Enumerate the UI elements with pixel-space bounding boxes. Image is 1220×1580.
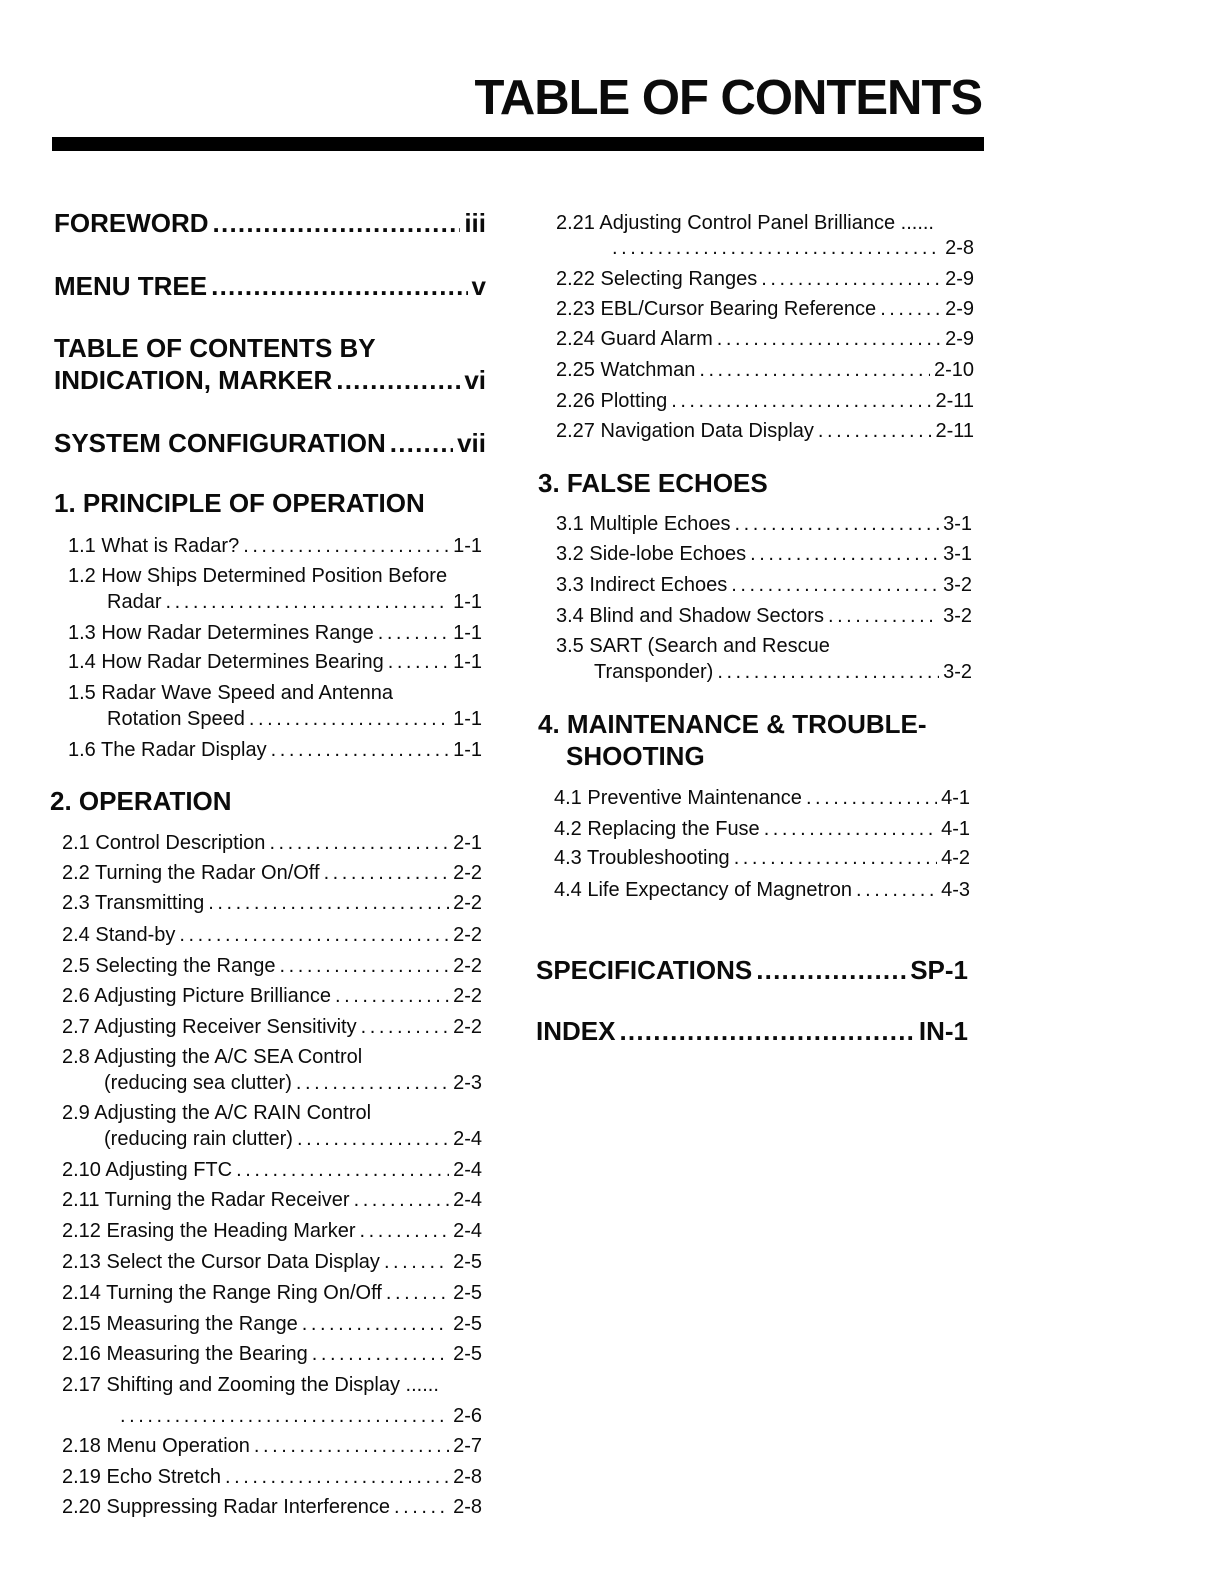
dot-leader (213, 208, 461, 239)
entry-label: 2.13 Select the Cursor Data Display (62, 1251, 380, 1273)
toc-entry[interactable] (556, 574, 972, 597)
entry-page: 4-3 (941, 879, 970, 901)
entry-page: IN-1 (918, 1016, 968, 1046)
entry-label: 2.20 Suppressing Radar Interference (62, 1496, 390, 1518)
entry-label: FOREWORD (54, 208, 209, 238)
dot-leader (335, 985, 449, 1008)
dot-leader (336, 365, 460, 396)
entry-label: SYSTEM CONFIGURATION (54, 428, 386, 458)
dot-leader (386, 1282, 449, 1305)
dot-leader (764, 818, 937, 841)
entry-page: 2-6 (453, 1405, 482, 1427)
page-title: TABLE OF CONTENTS (474, 71, 982, 125)
toc-entry[interactable] (104, 1072, 482, 1095)
toc-entry[interactable] (107, 708, 482, 731)
entry-page: 2-2 (453, 955, 482, 977)
entry-page: iii (464, 208, 486, 238)
entry-page: 2-4 (453, 1159, 482, 1181)
dot-leader (818, 420, 932, 443)
entry-label: 2.24 Guard Alarm (556, 328, 713, 350)
toc-entry[interactable] (556, 359, 974, 382)
entry-page: 1-1 (453, 535, 482, 557)
entry-label: 2.18 Menu Operation (62, 1435, 250, 1457)
entry-page: 2-8 (453, 1466, 482, 1488)
entry-label: INDICATION, MARKER (54, 365, 333, 395)
toc-entry[interactable] (68, 535, 482, 558)
toc-entry-system-configuration[interactable] (54, 428, 486, 459)
entry-label: (reducing rain clutter) (104, 1128, 293, 1150)
entry-page: 2-9 (945, 328, 974, 350)
toc-entry[interactable] (612, 237, 974, 260)
dot-leader (612, 237, 941, 260)
dot-leader (360, 1220, 450, 1243)
entry-label: 4.1 Preventive Maintenance (554, 787, 802, 809)
toc-entry[interactable] (68, 651, 482, 674)
entry-label: 2.10 Adjusting FTC (62, 1159, 233, 1181)
entry-label: 1.6 The Radar Display (68, 739, 267, 761)
entry-page: 3-2 (943, 661, 972, 683)
dot-leader (390, 428, 453, 459)
toc-entry[interactable] (120, 1405, 482, 1428)
toc-entry[interactable] (556, 390, 974, 413)
entry-label: 4.4 Life Expectancy of Magnetron (554, 879, 852, 901)
dot-leader (750, 543, 939, 566)
entry-label: 2.14 Turning the Range Ring On/Off (62, 1282, 382, 1304)
entry-label: 2.15 Measuring the Range (62, 1313, 298, 1335)
entry-page: 2-1 (453, 832, 482, 854)
entry-page: 2-5 (453, 1282, 482, 1304)
entry-label: 2.1 Control Description (62, 832, 266, 854)
dot-leader (717, 661, 939, 684)
entry-page: 2-3 (453, 1072, 482, 1094)
entry-label: SPECIFICATIONS (536, 955, 753, 985)
toc-entry[interactable] (556, 328, 974, 351)
chapter-1-heading[interactable]: 1. PRINCIPLE OF OPERATION (54, 488, 425, 518)
dot-leader (717, 328, 941, 351)
entry-label: 2.25 Watchman (556, 359, 696, 381)
dot-leader (378, 622, 449, 645)
entry-page: 3-2 (943, 605, 972, 627)
entry-page: 1-1 (453, 708, 482, 730)
entry-page: vi (464, 365, 486, 395)
toc-entry[interactable] (554, 818, 970, 841)
entry-label: 2.12 Erasing the Heading Marker (62, 1220, 356, 1242)
entry-page: 2-7 (453, 1435, 482, 1457)
entry-page: 2-4 (453, 1128, 482, 1150)
toc-entry[interactable] (62, 892, 482, 915)
dot-leader (120, 1405, 449, 1428)
entry-page: 3-2 (943, 574, 972, 596)
toc-entry[interactable] (68, 622, 482, 645)
toc-entry-line1[interactable]: 2.8 Adjusting the A/C SEA Control (62, 1046, 363, 1068)
toc-entry-line1[interactable]: 2.9 Adjusting the A/C RAIN Control (62, 1102, 372, 1124)
entry-label: 3.1 Multiple Echoes (556, 513, 731, 535)
dot-leader (699, 359, 930, 382)
toc-entry[interactable] (62, 1159, 482, 1182)
chapter-4-heading[interactable]: 4. MAINTENANCE & TROUBLE- (538, 709, 927, 739)
dot-leader (236, 1159, 449, 1182)
toc-entry[interactable] (556, 268, 974, 291)
toc-entry[interactable] (556, 513, 972, 536)
entry-label: Radar (107, 591, 162, 613)
entry-label: 2.6 Adjusting Picture Brilliance (62, 985, 332, 1007)
toc-entry-specifications[interactable] (536, 955, 968, 986)
entry-page: SP-1 (910, 955, 968, 985)
entry-page: 2-4 (453, 1189, 482, 1211)
toc-entry-by-indication-line1[interactable]: TABLE OF CONTENTS BY (54, 333, 376, 363)
toc-entry[interactable] (556, 543, 972, 566)
dot-leader (297, 1128, 449, 1151)
toc-entry-line1[interactable]: 1.5 Radar Wave Speed and Antenna (68, 682, 394, 704)
dot-leader (324, 862, 450, 885)
entry-page: 2-8 (945, 237, 974, 259)
toc-entry[interactable] (594, 661, 972, 684)
dot-leader (208, 892, 449, 915)
toc-entry[interactable] (107, 591, 482, 614)
dot-leader (734, 847, 937, 870)
entry-page: 1-1 (453, 591, 482, 613)
entry-page: 3-1 (943, 543, 972, 565)
entry-label: MENU TREE (54, 271, 208, 301)
chapter-3-heading[interactable]: 3. FALSE ECHOES (538, 468, 768, 498)
entry-label: (reducing sea clutter) (104, 1072, 292, 1094)
dot-leader (254, 1435, 449, 1458)
entry-page: 2-5 (453, 1343, 482, 1365)
entry-page: 4-2 (941, 847, 970, 869)
toc-entry[interactable] (556, 298, 974, 321)
entry-label: 2.3 Transmitting (62, 892, 205, 914)
toc-entry[interactable] (554, 879, 970, 902)
toc-entry[interactable] (62, 985, 482, 1008)
dot-leader (388, 651, 449, 674)
toc-entry-index[interactable] (536, 1016, 968, 1047)
entry-label: 2.27 Navigation Data Display (556, 420, 814, 442)
dot-leader (761, 268, 941, 291)
toc-entry[interactable] (556, 420, 974, 443)
entry-label: 2.4 Stand-by (62, 924, 176, 946)
entry-label: 2.2 Turning the Radar On/Off (62, 862, 320, 884)
toc-entry[interactable] (62, 1016, 482, 1039)
entry-label: 2.22 Selecting Ranges (556, 268, 758, 290)
entry-page: 2-2 (453, 985, 482, 1007)
entry-page: v (471, 271, 486, 301)
entry-page: 2-11 (935, 420, 974, 442)
entry-label: 2.19 Echo Stretch (62, 1466, 221, 1488)
dot-leader (361, 1016, 450, 1039)
entry-label: 1.1 What is Radar? (68, 535, 240, 557)
entry-page: 1-1 (453, 622, 482, 644)
dot-leader (225, 1466, 449, 1489)
toc-entry[interactable] (62, 1343, 482, 1366)
entry-label: 2.23 EBL/Cursor Bearing Reference (556, 298, 877, 320)
dot-leader (756, 955, 906, 986)
dot-leader (856, 879, 937, 902)
toc-entry[interactable] (62, 1251, 482, 1274)
entry-page: 2-10 (933, 359, 974, 381)
toc-entry-by-indication[interactable] (54, 365, 486, 396)
toc-entry[interactable] (104, 1128, 482, 1151)
entry-label: 3.4 Blind and Shadow Sectors (556, 605, 824, 627)
entry-label: 2.11 Turning the Radar Receiver (62, 1189, 350, 1211)
entry-label: INDEX (536, 1016, 616, 1046)
entry-page: 1-1 (453, 739, 482, 761)
entry-page: 2-11 (935, 390, 974, 412)
toc-entry-line1[interactable]: 2.21 Adjusting Control Panel Brilliance ...... (556, 212, 934, 234)
entry-page: 2-2 (453, 892, 482, 914)
dot-leader (271, 739, 449, 762)
entry-page: 1-1 (453, 651, 482, 673)
toc-entry[interactable] (62, 1313, 482, 1336)
toc-entry[interactable] (62, 1466, 482, 1489)
entry-page: 2-8 (453, 1496, 482, 1518)
toc-entry-line1[interactable]: 1.2 How Ships Determined Position Before (68, 565, 448, 587)
dot-leader (296, 1072, 449, 1095)
dot-leader (806, 787, 937, 810)
toc-entry-menu-tree[interactable] (54, 271, 486, 302)
entry-label: 4.3 Troubleshooting (554, 847, 730, 869)
dot-leader (828, 605, 939, 628)
entry-label: 2.16 Measuring the Bearing (62, 1343, 308, 1365)
entry-label: 1.3 How Radar Determines Range (68, 622, 374, 644)
entry-label: 1.4 How Radar Determines Bearing (68, 651, 384, 673)
chapter-4-heading-line2[interactable]: SHOOTING (566, 741, 705, 771)
toc-entry[interactable] (554, 847, 970, 870)
toc-entry[interactable] (62, 1220, 482, 1243)
dot-leader (671, 390, 931, 413)
entry-label: 2.26 Plotting (556, 390, 668, 412)
dot-leader (619, 1016, 914, 1047)
toc-entry-line1[interactable]: 3.5 SART (Search and Rescue (556, 635, 830, 657)
dot-leader (211, 271, 467, 302)
entry-label: 2.7 Adjusting Receiver Sensitivity (62, 1016, 357, 1038)
toc-entry[interactable] (62, 1189, 482, 1212)
dot-leader (179, 924, 449, 947)
toc-entry[interactable] (62, 832, 482, 855)
entry-page: 2-5 (453, 1251, 482, 1273)
toc-entry[interactable] (554, 787, 970, 810)
dot-leader (354, 1189, 450, 1212)
entry-page: 2-4 (453, 1220, 482, 1242)
dot-leader (280, 955, 450, 978)
toc-entry[interactable] (62, 924, 482, 947)
entry-page: vii (457, 428, 486, 458)
dot-leader (880, 298, 941, 321)
entry-page: 3-1 (943, 513, 972, 535)
entry-label: 3.2 Side-lobe Echoes (556, 543, 747, 565)
entry-page: 2-2 (453, 924, 482, 946)
entry-label: Rotation Speed (107, 708, 245, 730)
dot-leader (384, 1251, 449, 1274)
entry-page: 2-2 (453, 1016, 482, 1038)
dot-leader (243, 535, 449, 558)
toc-entry[interactable] (62, 1435, 482, 1458)
dot-leader (312, 1343, 449, 1366)
dot-leader (269, 832, 449, 855)
entry-page: 2-9 (945, 268, 974, 290)
dot-leader (735, 513, 940, 536)
entry-page: 4-1 (941, 787, 970, 809)
toc-entry-foreword[interactable] (54, 208, 486, 239)
toc-entry[interactable] (62, 1496, 482, 1519)
dot-leader (731, 574, 939, 597)
dot-leader (394, 1496, 449, 1519)
entry-label: 3.3 Indirect Echoes (556, 574, 728, 596)
toc-entry[interactable] (62, 862, 482, 885)
entry-label: 4.2 Replacing the Fuse (554, 818, 760, 840)
entry-page: 2-9 (945, 298, 974, 320)
entry-page: 2-2 (453, 862, 482, 884)
toc-entry[interactable] (556, 605, 972, 628)
dot-leader (249, 708, 449, 731)
dot-leader (165, 591, 449, 614)
toc-entry[interactable] (62, 955, 482, 978)
entry-label: 2.5 Selecting the Range (62, 955, 276, 977)
dot-leader (302, 1313, 449, 1336)
toc-entry-line1[interactable]: 2.17 Shifting and Zooming the Display ...... (62, 1374, 439, 1396)
toc-entry[interactable] (68, 739, 482, 762)
toc-entry[interactable] (62, 1282, 482, 1305)
entry-label: Transponder) (594, 661, 714, 683)
chapter-2-heading[interactable]: 2. OPERATION (50, 786, 232, 816)
entry-page: 2-5 (453, 1313, 482, 1335)
title-rule (52, 137, 984, 151)
entry-page: 4-1 (941, 818, 970, 840)
